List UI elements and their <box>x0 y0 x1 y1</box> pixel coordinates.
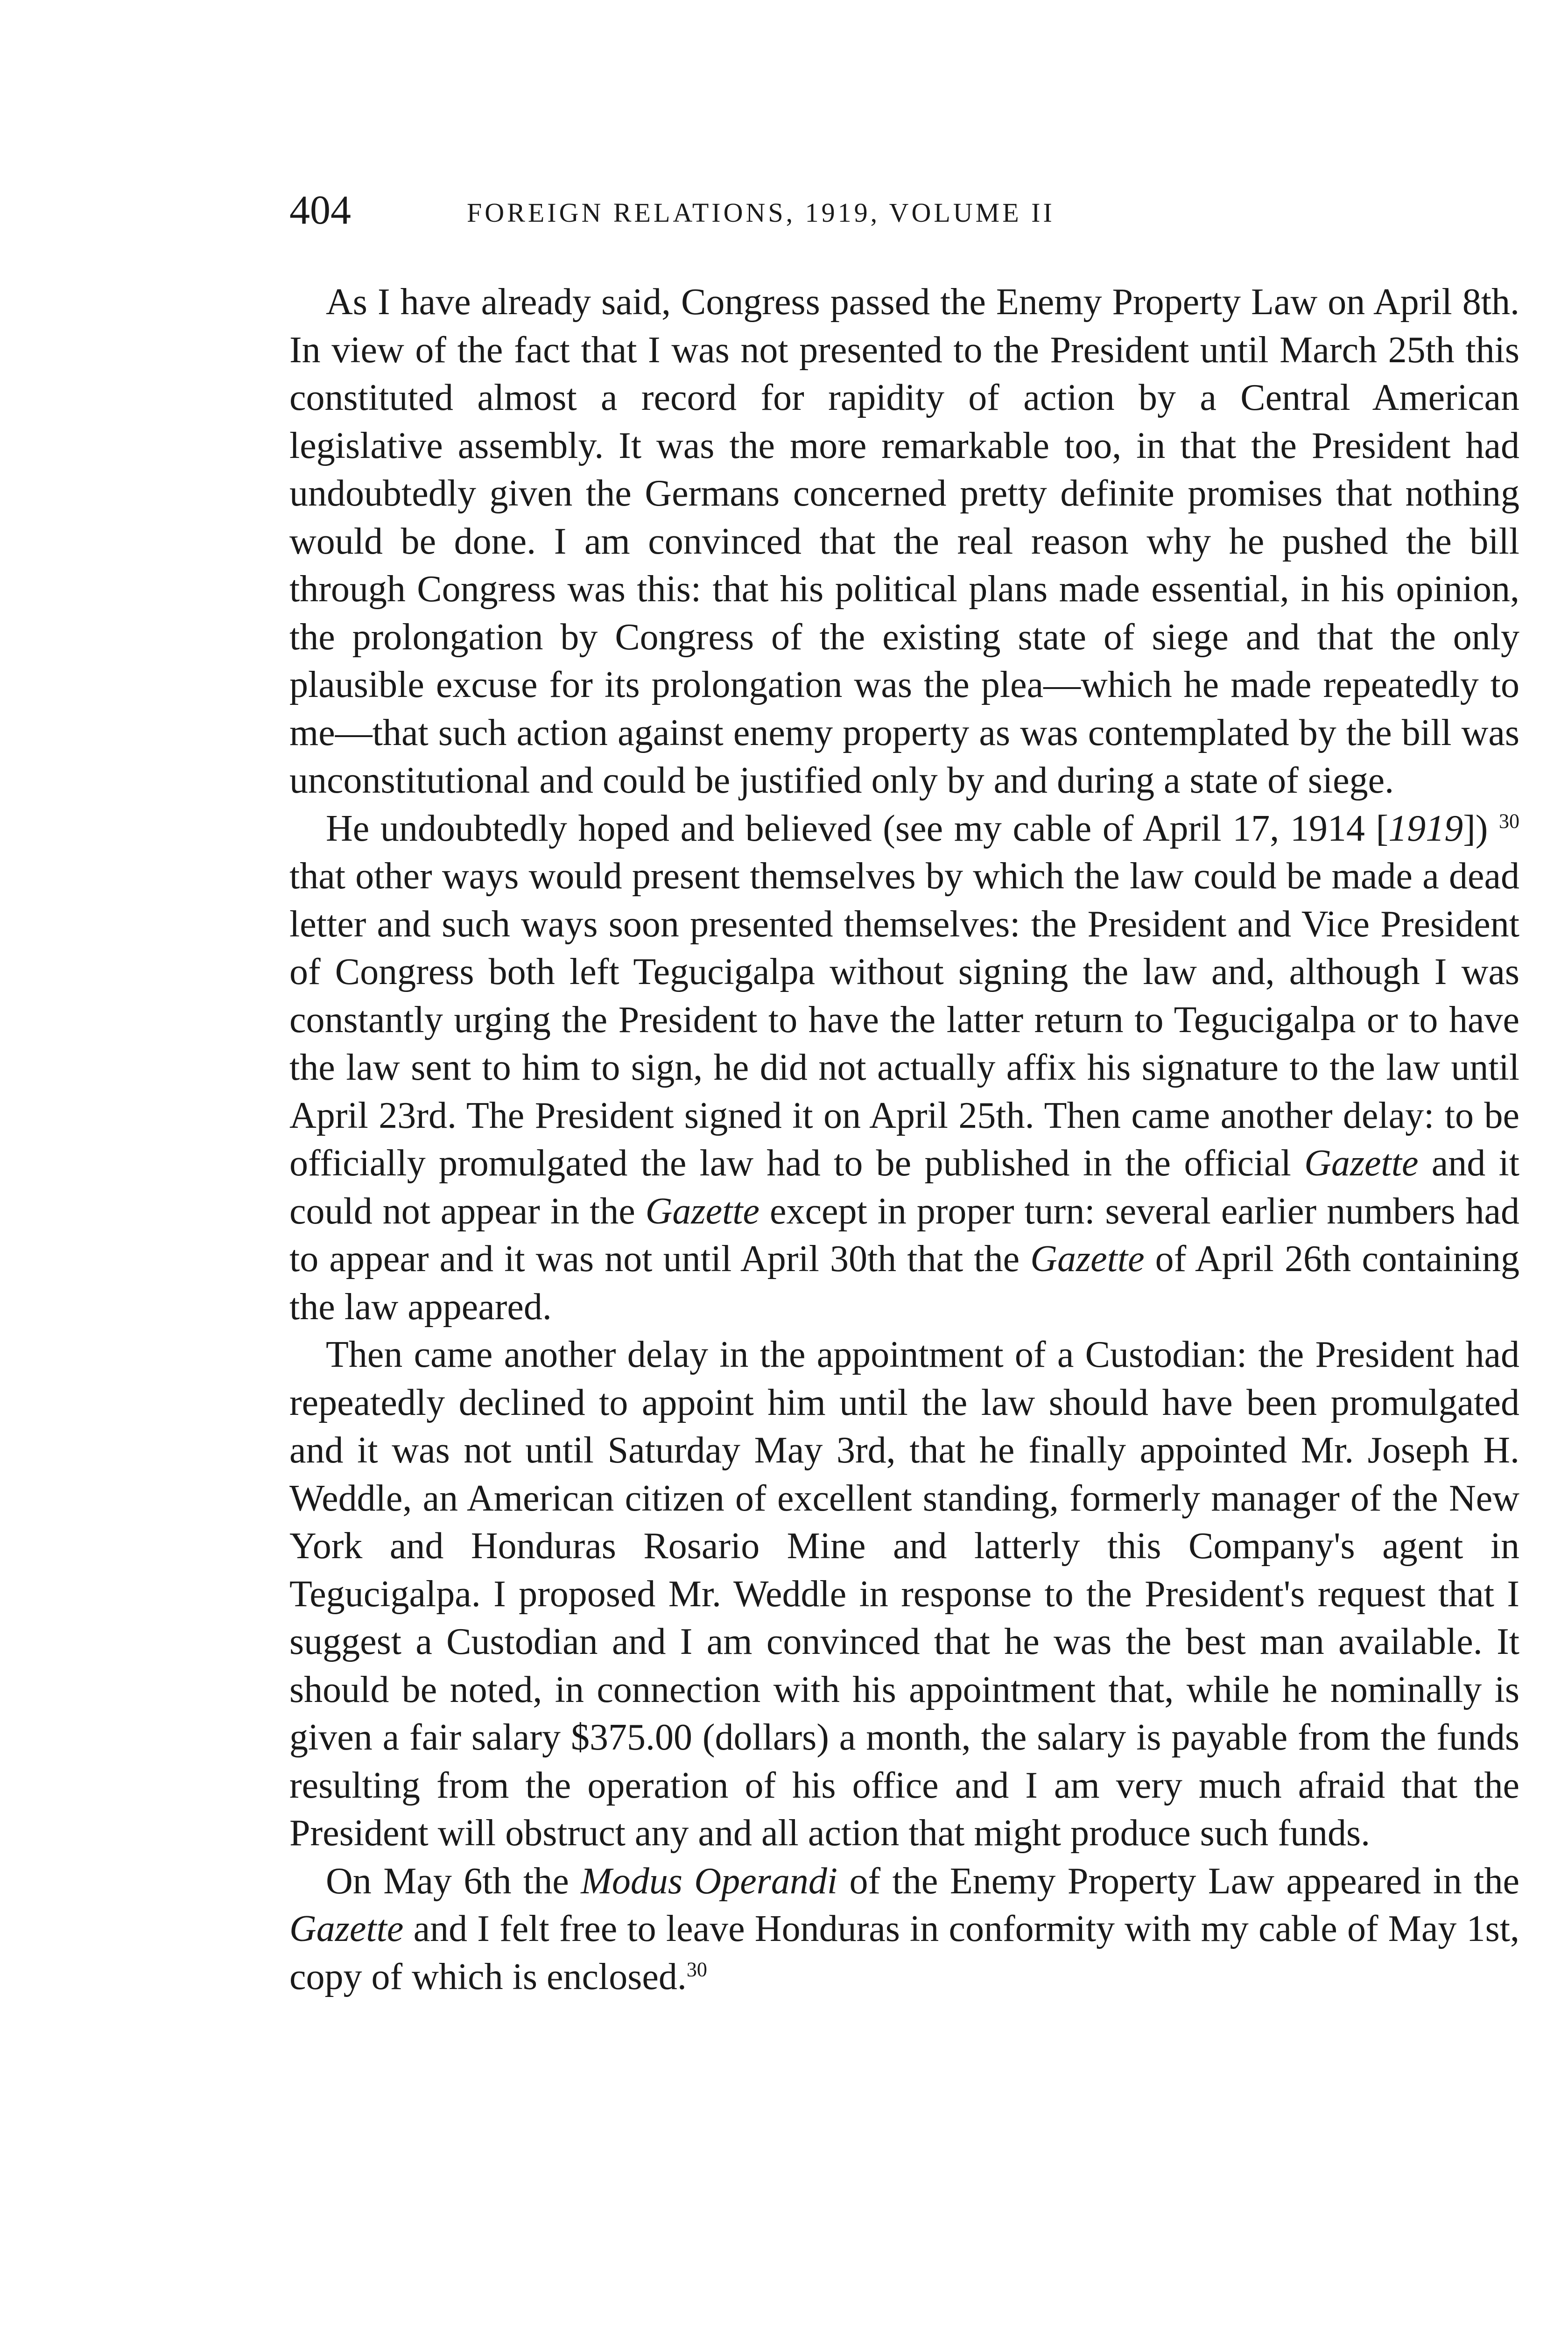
paragraph-2-text-b: ]) <box>1463 808 1499 849</box>
gazette-title: Gazette <box>1304 1143 1419 1184</box>
paragraph-3: Then came another delay in the appointment of a Custodian: the President had repeatedly declined to appoint him until the law should have been promulgated and it was not until Saturday May 3rd, that he finally appointed Mr. Joseph H. Weddle, an American citizen of excellent standing, formerly manager of the New York and Honduras Rosario Mine and latterly this Company's agent in Tegucigalpa. I proposed Mr. Weddle in response to the President's request that I suggest a Custodian and I am convinced that he was the best man available. It should be noted, in connection with his appointment that, while he nominally is given a fair salary $375.00 (dollars) a month, the salary is payable from the funds resulting from the operation of his office and I am very much afraid that the President will obstruct any and all action that might produce such funds. <box>289 1334 1519 1854</box>
paragraph-1: As I have already said, Congress passed the Enemy Property Law on April 8th. In view of the fact that I was not presented to the President until March 25th this constituted almost a record for rapidity of action by a Central American legislative assembly. It was the more remarkable too, in that the President had undoubtedly given the Germans concerned pretty definite promises that nothing would be done. I am convinced that the real reason why he pushed the bill through Congress was this: that his political plans made essential, in his opinion, the prolongation by Congress of the existing state of siege and that the only plausible excuse for its prolongation was the plea—which he made repeatedly to me—that such action against enemy property as was contemplated by the bill was unconstitutional and could be justified only by and during a state of siege. <box>289 281 1519 801</box>
paragraph-2-text-a: He undoubtedly hoped and believed (see my cable of April 17, 1914 [ <box>326 808 1389 849</box>
corrected-year: 1919 <box>1388 808 1463 849</box>
paragraph-4-text-b: of the Enemy Property Law appeared in the <box>837 1860 1519 1902</box>
gazette-title: Gazette <box>1030 1238 1145 1279</box>
body-text <box>289 278 1519 2001</box>
gazette-title: Gazette <box>645 1190 760 1232</box>
paragraph-4 <box>289 1857 1519 2001</box>
paragraph-2-text-e: except in proper turn: several earlier numbers had to appear and it was not until April 30th that the <box>289 1190 1519 1279</box>
modus-operandi-title: Modus Operandi <box>581 1860 838 1902</box>
paragraph-4-text-c: and I felt free to leave Honduras in conformity with my cable of May 1st, copy of which is enclosed. <box>289 1908 1519 1997</box>
paragraph-2-text-c: that other ways would present themselves by which the law could be made a dead letter and such ways soon presented themselves: the President and Vice President of Congress both left Tegucigalpa without signing the law and, although I was constantly urging the President to have the latter return to Tegucigalpa or to have the law sent to him to sign, he did not actually affix his signature to the law until April 23rd. The President signed it on April 25th. Then came another delay: to be officially promulgated the law had to be published in the official <box>289 856 1519 1184</box>
paragraph-2 <box>289 805 1519 1331</box>
footnote-reference: 30 <box>1499 809 1520 832</box>
running-title: FOREIGN RELATIONS, 1919, VOLUME II <box>467 197 1055 228</box>
paragraph-2-text-d: and it could not appear in the <box>289 1143 1519 1232</box>
page-header <box>289 187 1568 243</box>
paragraph-4-text-a: On May 6th the <box>326 1860 581 1902</box>
paragraph-2-text-f: of April 26th containing the law appeared. <box>289 1238 1520 1328</box>
footnote-reference: 30 <box>686 1957 707 1981</box>
page-number: 404 <box>289 188 351 233</box>
gazette-title: Gazette <box>289 1908 404 1949</box>
